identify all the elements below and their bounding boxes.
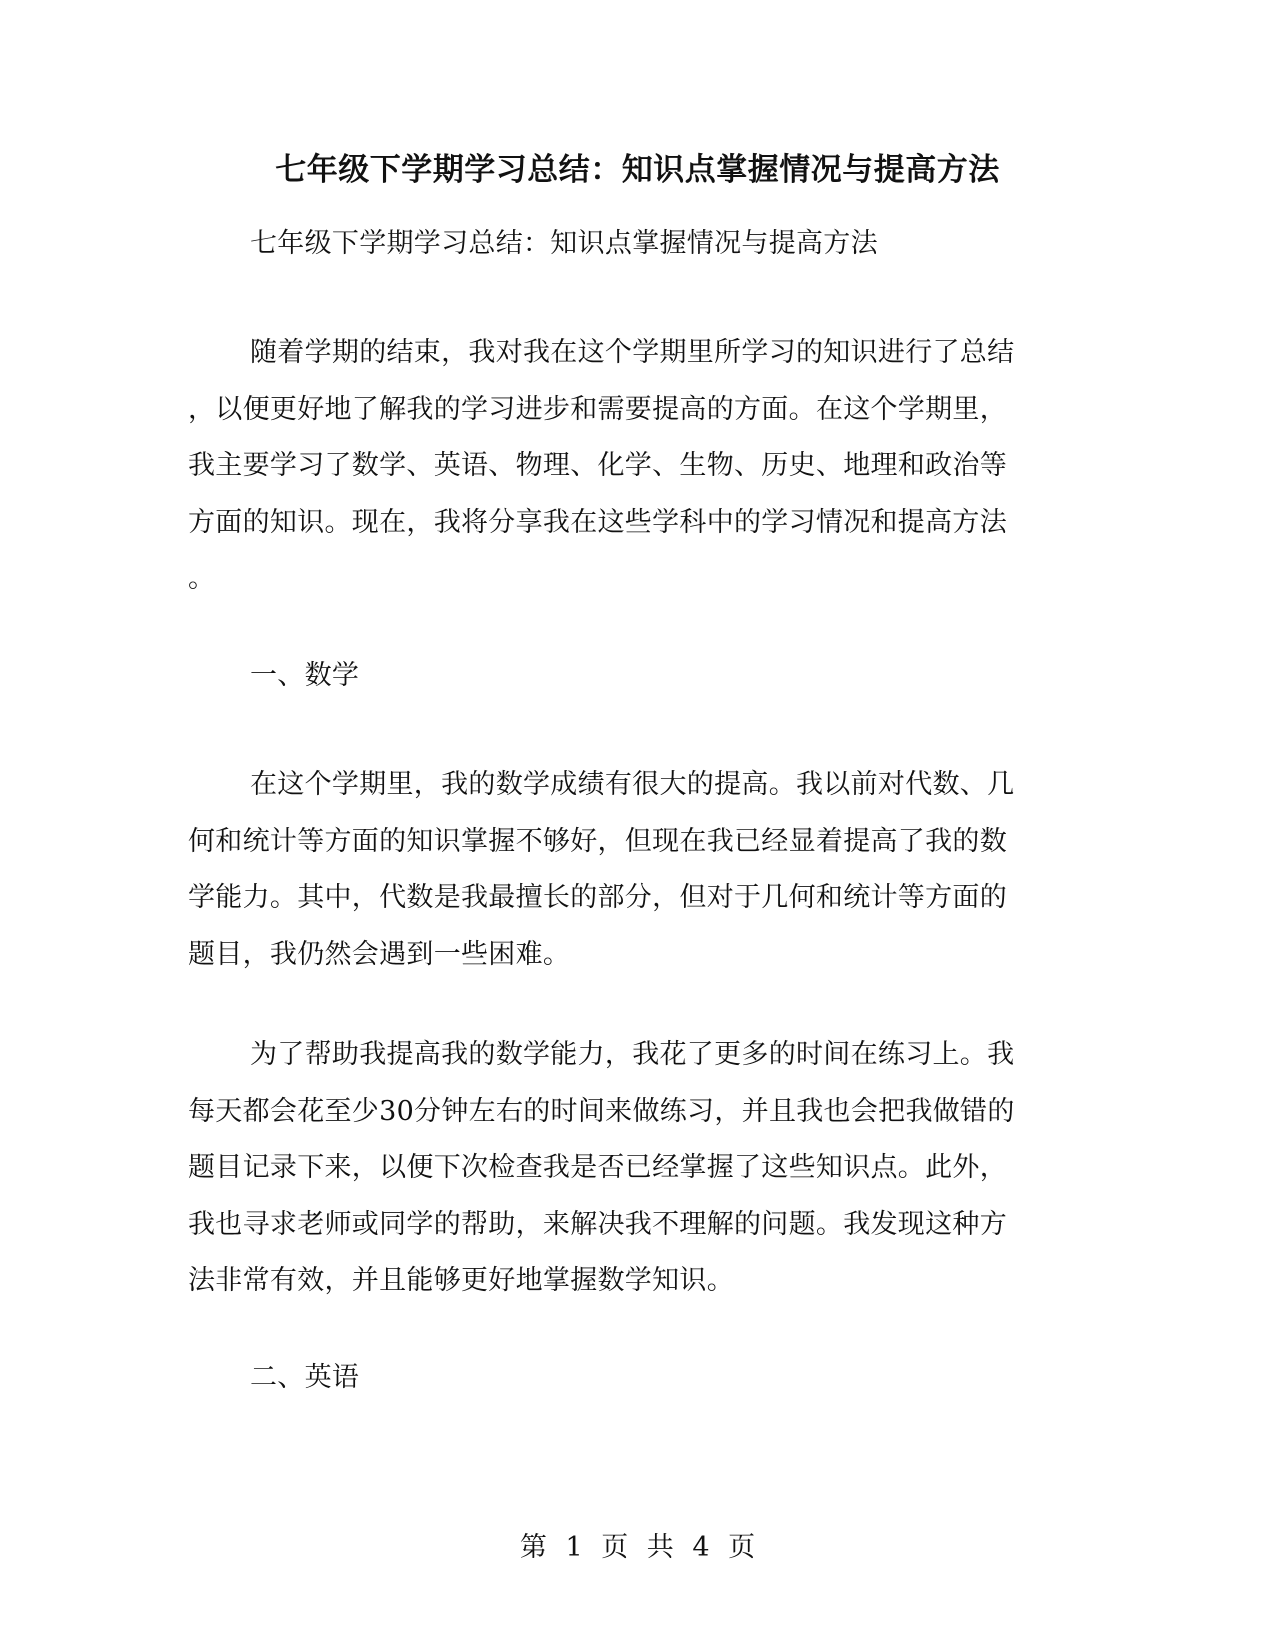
paragraph-line: 在这个学期里，我的数学成绩有很大的提高。我以前对代数、几 [250, 769, 1015, 800]
intro-paragraph [188, 325, 1068, 608]
math-paragraph-2 [188, 1027, 1068, 1310]
paragraph-line: 每天都会花至少30分钟左右的时间来做练习，并且我也会把我做错的 [188, 1095, 1015, 1127]
paragraph-line: 我也寻求老师或同学的帮助，来解决我不理解的问题。我发现这种方 [188, 1208, 1007, 1240]
section-heading-math: 一、数学 [250, 660, 360, 691]
paragraph-line: 题目记录下来，以便下次检查我是否已经掌握了这些知识点。此外， [188, 1152, 1007, 1183]
paragraph-line: 方面的知识。现在，我将分享我在这些学科中的学习情况和提高方法 [188, 506, 1007, 538]
paragraph-line: 。 [188, 563, 216, 594]
math-paragraph-1 [188, 757, 1068, 983]
paragraph-line: 学能力。其中，代数是我最擅长的部分，但对于几何和统计等方面的 [188, 882, 1007, 913]
paragraph-line: 题目，我仍然会遇到一些困难。 [188, 938, 571, 970]
document-title: 七年级下学期学习总结：知识点掌握情况与提高方法 [275, 152, 1000, 188]
paragraph-line: 随着学期的结束，我对我在这个学期里所学习的知识进行了总结 [250, 337, 1015, 368]
section-heading-math-block [188, 648, 1068, 705]
paragraph-line: 我主要学习了数学、英语、物理、化学、生物、历史、地理和政治等 [188, 450, 1007, 481]
document-subtitle-block [188, 216, 1068, 273]
paragraph-line: 法非常有效，并且能够更好地掌握数学知识。 [188, 1265, 734, 1296]
section-heading-english: 二、英语 [250, 1362, 360, 1393]
paragraph-line: 为了帮助我提高我的数学能力，我花了更多的时间在练习上。我 [250, 1039, 1015, 1070]
paragraph-line: ，以便更好地了解我的学习进步和需要提高的方面。在这个学期里， [188, 393, 1007, 425]
page-number-footer: 第 1 页 共 4 页 [519, 1532, 756, 1563]
paragraph-line: 何和统计等方面的知识掌握不够好，但现在我已经显着提高了我的数 [188, 825, 1007, 857]
document-subtitle: 七年级下学期学习总结：知识点掌握情况与提高方法 [250, 228, 878, 259]
section-heading-english-block [188, 1350, 1068, 1407]
